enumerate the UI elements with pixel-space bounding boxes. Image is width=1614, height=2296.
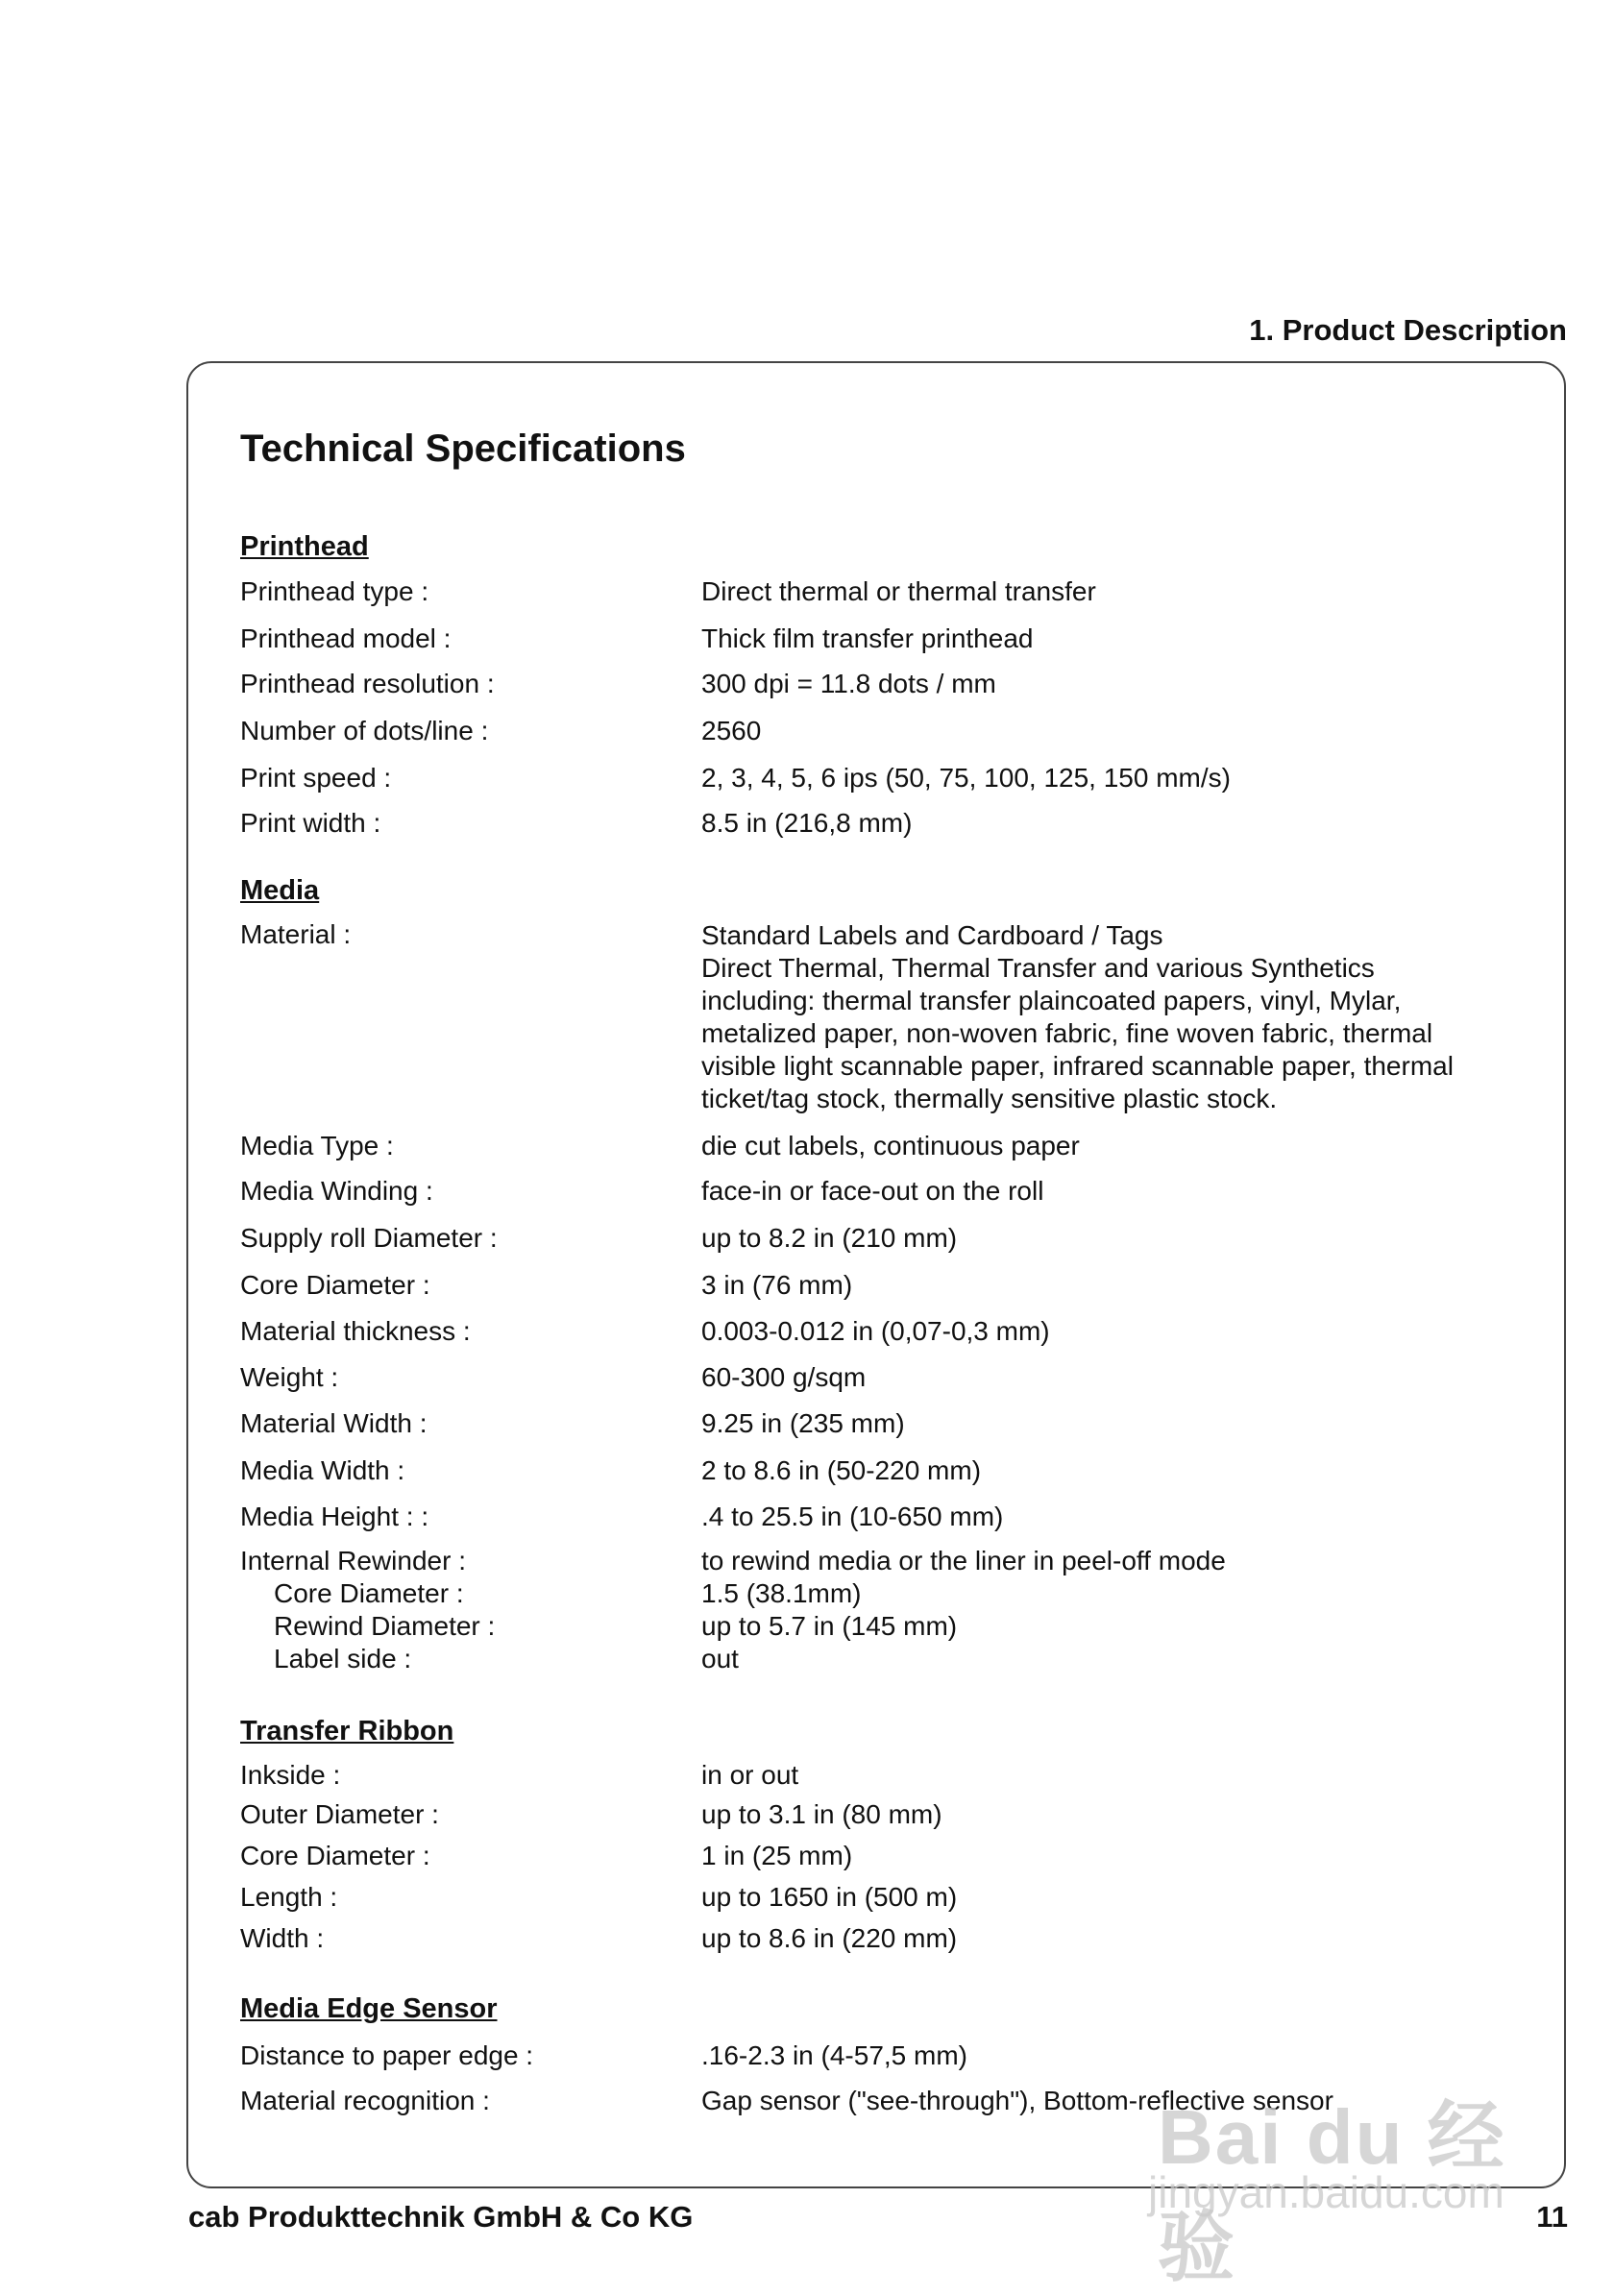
spec-value: up to 5.7 in (145 mm) [701, 1611, 958, 1641]
section-heading: Media Edge Sensor [240, 1993, 498, 2024]
spec-value: 2, 3, 4, 5, 6 ips (50, 75, 100, 125, 150 mm/s) [701, 763, 1231, 793]
footer-company: cab Produkttechnik GmbH & Co KG [188, 2200, 694, 2234]
spec-value: up to 3.1 in (80 mm) [701, 1799, 942, 1829]
spec-label: Rewind Diameter : [274, 1611, 496, 1641]
spec-label: Outer Diameter : [240, 1799, 439, 1829]
spec-value: Direct thermal or thermal transfer [701, 576, 1096, 606]
spec-label: Distance to paper edge : [240, 2040, 534, 2070]
spec-label: Media Winding : [240, 1176, 433, 1206]
spec-value: .16-2.3 in (4-57,5 mm) [701, 2040, 967, 2070]
spec-label: Material thickness : [240, 1316, 471, 1346]
watermark-logo: Bai du 经验 [1158, 2094, 1506, 2290]
spec-value: 0.003-0.012 in (0,07-0,3 mm) [701, 1316, 1050, 1346]
spec-label: Material : [240, 919, 352, 949]
spec-label: Weight : [240, 1362, 339, 1392]
spec-value: up to 8.2 in (210 mm) [701, 1223, 958, 1253]
spec-value: 300 dpi = 11.8 dots / mm [701, 669, 996, 698]
spec-label: Core Diameter : [240, 1270, 430, 1300]
spec-value: 2560 [701, 716, 762, 745]
spec-value: 2 to 8.6 in (50-220 mm) [701, 1455, 982, 1485]
spec-label: Printhead model : [240, 623, 452, 653]
spec-label: Inkside : [240, 1760, 341, 1790]
spec-label: Width : [240, 1923, 325, 1953]
spec-value: out [701, 1644, 739, 1673]
spec-label: Core Diameter : [240, 1841, 430, 1870]
baidu-watermark [1148, 2051, 1532, 2290]
spec-value: face-in or face-out on the roll [701, 1176, 1044, 1206]
spec-label: Number of dots/line : [240, 716, 489, 745]
spec-value: to rewind media or the liner in peel-off mode [701, 1546, 1226, 1575]
spec-label: Media Height : : [240, 1502, 429, 1531]
spec-value: 9.25 in (235 mm) [701, 1408, 905, 1438]
watermark-url: jingyan.baidu.com [1148, 2167, 1504, 2217]
spec-label: Print width : [240, 808, 381, 838]
spec-value: 60-300 g/sqm [701, 1362, 867, 1392]
spec-label: Printhead type : [240, 576, 429, 606]
section-heading: Media [240, 875, 320, 906]
section-heading: Printhead [240, 531, 369, 562]
spec-value: up to 8.6 in (220 mm) [701, 1923, 958, 1953]
spec-label: Media Width : [240, 1455, 405, 1485]
spec-label: Material Width : [240, 1408, 428, 1438]
spec-label: Media Type : [240, 1131, 394, 1160]
section-header: 1. Product Description [1249, 313, 1567, 347]
page-number: 11 [1536, 2200, 1568, 2234]
spec-label: Supply roll Diameter : [240, 1223, 498, 1253]
spec-value: up to 1650 in (500 m) [701, 1882, 958, 1912]
spec-value: 3 in (76 mm) [701, 1270, 853, 1300]
page-title: Technical Specifications [240, 427, 686, 470]
spec-label: Internal Rewinder : [240, 1546, 467, 1575]
spec-label: Core Diameter : [274, 1578, 464, 1608]
spec-label: Label side : [274, 1644, 412, 1673]
spec-value: in or out [701, 1760, 799, 1790]
spec-label: Printhead resolution : [240, 669, 495, 698]
spec-label: Material recognition : [240, 2086, 490, 2115]
spec-value: Thick film transfer printhead [701, 623, 1034, 653]
spec-value: 1.5 (38.1mm) [701, 1578, 862, 1608]
spec-value: .4 to 25.5 in (10-650 mm) [701, 1502, 1004, 1531]
spec-value: die cut labels, continuous paper [701, 1131, 1080, 1160]
spec-value: Gap sensor ("see-through"), Bottom-reflective sensor [701, 2086, 1333, 2115]
spec-label: Length : [240, 1882, 338, 1912]
spec-label: Print speed : [240, 763, 392, 793]
spec-value: 1 in (25 mm) [701, 1841, 853, 1870]
section-heading: Transfer Ribbon [240, 1716, 454, 1746]
spec-value: Standard Labels and Cardboard / Tags Direct Thermal, Thermal Transfer and various Synthetics including: thermal transfer plaincoated papers, vinyl, Mylar, metalized paper, non-woven fabric, fine woven fabric, thermal visible light scannable paper, infrared scannable paper, thermal ticket/tag stock, thermally sensitive plastic stock. [701, 920, 1454, 1113]
spec-value: 8.5 in (216,8 mm) [701, 808, 913, 838]
